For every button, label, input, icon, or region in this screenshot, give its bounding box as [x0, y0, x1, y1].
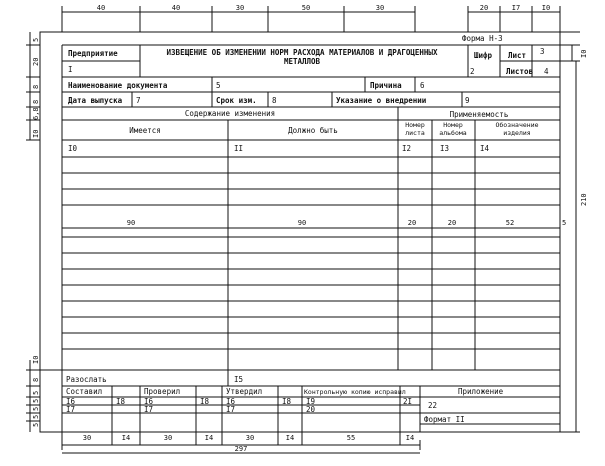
bottom-dim-1: 30	[82, 434, 92, 442]
applicability-header: Применяемость	[449, 110, 509, 119]
cipher-label: Шифр	[474, 51, 493, 60]
cell-1: I	[68, 65, 73, 74]
mid-dim-4: 20	[447, 219, 457, 227]
col-should: Должно быть	[288, 126, 338, 135]
issue-date-label: Дата выпуска	[68, 96, 123, 105]
composed-label: Составил	[66, 387, 103, 396]
num-should: II	[234, 144, 244, 153]
mid-dim-5: 52	[505, 219, 515, 227]
top-dim-6: 20	[479, 4, 489, 12]
content-header: Содержание изменения	[184, 109, 276, 118]
copy-control-label: Контрольную копию исправил	[304, 388, 406, 396]
n16-c: I6	[226, 397, 236, 406]
top-dim-2: 40	[171, 4, 181, 12]
left-dim-4: 8	[32, 99, 40, 104]
n16-b: I6	[144, 397, 154, 406]
left-dim-2: 20	[32, 57, 40, 66]
top-dim-1: 40	[96, 4, 106, 12]
num-sheet: I2	[402, 144, 412, 153]
n17-b: I7	[144, 405, 154, 414]
mid-dim-2: 90	[297, 219, 307, 227]
send-to-label: Разослать	[66, 375, 107, 384]
bottom-dim-7: 55	[346, 434, 356, 442]
bottom-left-dim-7: 5	[32, 422, 40, 427]
col-item-line2: изделия	[503, 129, 531, 137]
bottom-dim-6: I4	[285, 434, 295, 442]
sheets-number: 4	[544, 67, 549, 76]
n18-b: I8	[200, 397, 210, 406]
bottom-left-dim-1: I0	[32, 355, 40, 364]
change-term-label: Срок изм.	[216, 96, 257, 105]
top-dim-3: 30	[235, 4, 245, 12]
num-has: I0	[68, 144, 78, 153]
implementation-note-no: 9	[465, 96, 470, 105]
col-sheet-line2: листа	[405, 129, 425, 137]
document-name-label: Наименование документа	[68, 81, 168, 90]
left-dim-3: 8	[32, 84, 40, 89]
notice-title-line1: ИЗВЕЩЕНИЕ ОБ ИЗМЕНЕНИИ НОРМ РАСХОДА МАТЕРИАЛОВ И ДРАГОЦЕННЫХ	[166, 48, 438, 57]
enterprise-label: Предприятие	[68, 49, 118, 58]
col-sheet-line1: Номер	[405, 121, 425, 129]
n18-c: I8	[282, 397, 292, 406]
top-dim-8: I0	[541, 4, 551, 12]
attachment-label: Приложение	[458, 387, 504, 396]
bottom-left-dim-2: 8	[32, 377, 40, 382]
bottom-left-dim-4: 5	[32, 398, 40, 403]
top-dim-5: 30	[375, 4, 385, 12]
implementation-note-label: Указание о внедрении	[336, 96, 427, 105]
top-dim-7: I7	[511, 4, 521, 12]
bottom-dim-4: I4	[204, 434, 214, 442]
n21: 2I	[403, 397, 413, 406]
bottom-dim-3: 30	[163, 434, 173, 442]
notice-title-line2: МЕТАЛЛОВ	[283, 57, 321, 66]
n16-a: I6	[66, 397, 76, 406]
col-item-line1: Обозначение	[495, 121, 539, 129]
n22: 22	[428, 401, 438, 410]
mid-dim-1: 90	[126, 219, 136, 227]
right-dim-2: 210	[580, 193, 588, 206]
num-item: I4	[480, 144, 490, 153]
bottom-left-dim-5: 5	[32, 406, 40, 411]
bottom-left-dim-6: 5	[32, 414, 40, 419]
format-label: Формат II	[424, 415, 465, 424]
cell-2: 2	[470, 67, 475, 76]
left-dim-6: I0	[32, 129, 40, 138]
top-dim-4: 50	[301, 4, 311, 12]
bottom-dim-5: 30	[245, 434, 255, 442]
reason-label: Причина	[370, 81, 402, 90]
approved-label: Утвердил	[226, 387, 263, 396]
left-dim-1: 5	[32, 37, 40, 42]
bottom-dim-2: I4	[121, 434, 131, 442]
send-to-no: I5	[234, 375, 244, 384]
total-width-dim: 297	[234, 445, 248, 453]
bottom-dim-8: I4	[405, 434, 415, 442]
col-has: Имеется	[129, 126, 161, 135]
issue-date-no: 7	[136, 96, 141, 105]
n20: 20	[306, 405, 316, 414]
col-album-line2: альбома	[439, 129, 467, 137]
sheets-label: Листов	[506, 67, 534, 76]
mid-dim-6: 5	[562, 219, 567, 227]
n19: I9	[306, 397, 316, 406]
bottom-left-dim-3: 5	[32, 390, 40, 395]
n18-a: I8	[116, 397, 126, 406]
col-album-line1: Номер	[443, 121, 463, 129]
sheet-label: Лист	[508, 51, 527, 60]
mid-dim-3: 20	[407, 219, 417, 227]
num-album: I3	[440, 144, 450, 153]
n17-a: I7	[66, 405, 76, 414]
n17-c: I7	[226, 405, 236, 414]
left-dim-5: 6,8	[32, 107, 40, 120]
sheet-number: 3	[540, 47, 545, 56]
right-dim-1: I0	[580, 49, 588, 58]
document-name-no: 5	[216, 81, 221, 90]
reason-no: 6	[420, 81, 425, 90]
form-label: Форма Н-3	[462, 34, 503, 43]
change-term-no: 8	[272, 96, 277, 105]
checked-label: Проверил	[144, 387, 181, 396]
